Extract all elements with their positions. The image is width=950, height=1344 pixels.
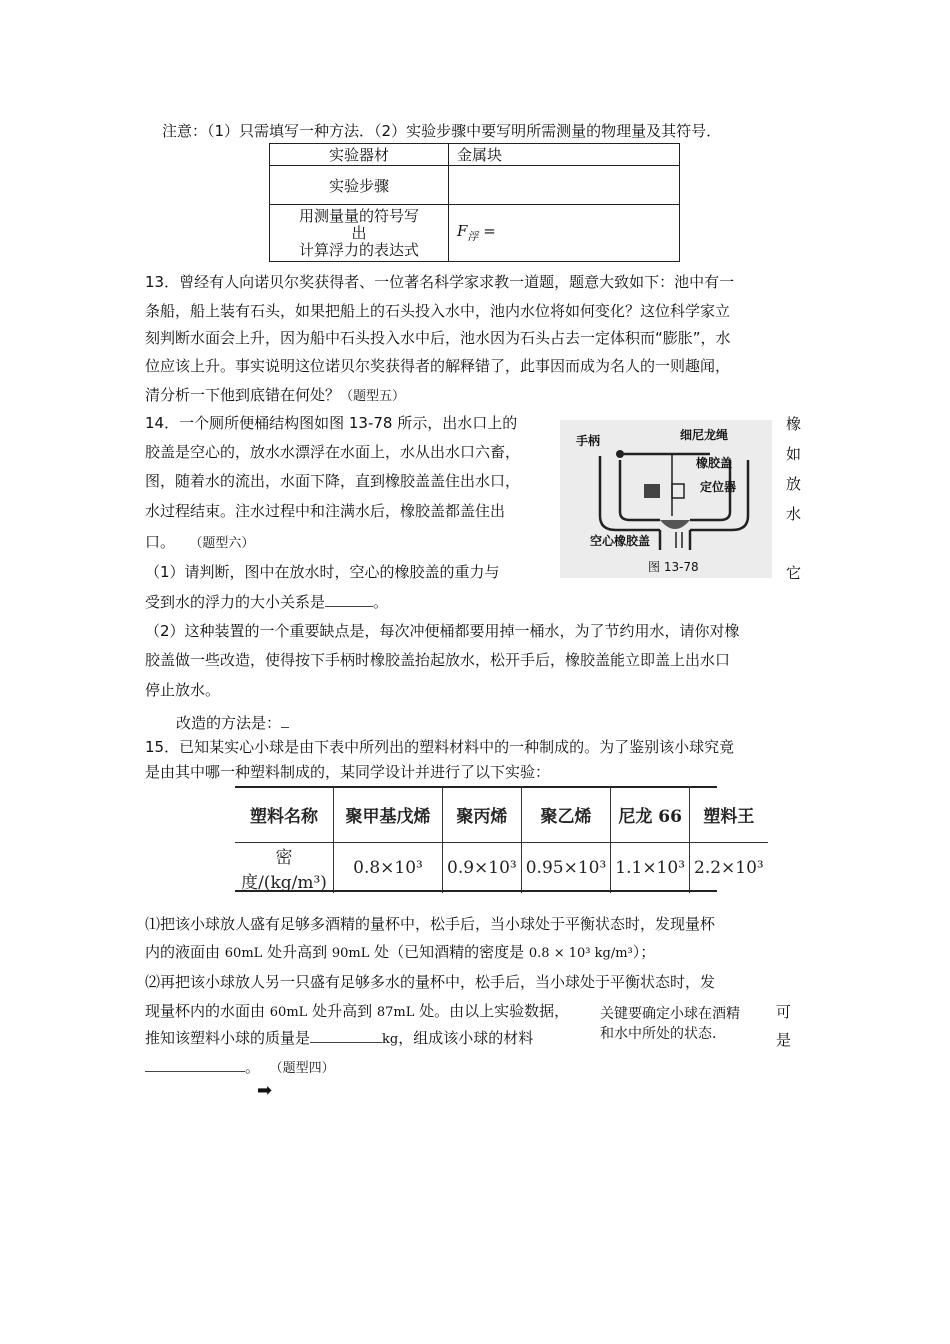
table-cell: 金属块 xyxy=(449,144,680,166)
q14-line: 14．一个厕所便桶结构图如图 13-78 所示，出水口上的 xyxy=(145,414,518,432)
q14-sub1-text: 受到水的浮力的大小关系是 xyxy=(145,593,326,611)
table-cell: 实验步骤 xyxy=(270,166,449,205)
density-header: 聚丙烯 xyxy=(443,786,522,843)
q15-step2: ⑵再把该小球放人另一只盛有足够多水的量杯中，松手后，当小球处于平衡状态时，发 xyxy=(145,973,716,991)
q15-value: 87mL xyxy=(376,1005,415,1020)
q14-line: 胶盖是空心的，放水水漂浮在水面上，水从出水口六畜， xyxy=(145,443,521,461)
q15-end: 。 xyxy=(245,1058,261,1076)
formula-cell xyxy=(449,205,680,262)
q15-text: 现量杯内的水面由 xyxy=(145,1002,270,1020)
density-value: 1.1×10³ xyxy=(611,843,690,894)
experiment-table xyxy=(269,143,680,262)
q15-step2-cont xyxy=(145,996,569,1026)
q15-right-char: 可 xyxy=(776,1003,792,1021)
q15-unit: kg xyxy=(382,1032,399,1047)
q15-value: 60mL xyxy=(224,946,263,961)
q14-text: 口。 xyxy=(145,533,176,551)
density-header: 尼龙 66 xyxy=(611,786,690,843)
density-header: 聚甲基戊烯 xyxy=(334,786,443,843)
q14-sub2: 胶盖做一些改造，使得按下手柄时橡胶盖抬起放水，松开手后，橡胶盖能立即盖上出水口 xyxy=(145,651,731,669)
q13-text: 清分析一下他到底错在何处？ xyxy=(145,386,341,404)
label-cap: 橡胶盖 xyxy=(696,456,733,470)
q14-line xyxy=(145,527,254,557)
q15-text: 处（已知酒精的密度是 xyxy=(369,943,529,961)
q14-tag: （题型六） xyxy=(189,536,255,551)
table-cell: 实验器材 xyxy=(270,144,449,166)
answer-blank-mass[interactable] xyxy=(310,1026,382,1043)
formula-symbol: F xyxy=(457,222,468,240)
hint-line: 关键要确定小球在酒精 xyxy=(600,1006,740,1022)
q15-tag: （题型四） xyxy=(269,1061,335,1076)
label-locator: 定位器 xyxy=(700,480,737,494)
answer-blank[interactable] xyxy=(281,711,289,728)
water-flow xyxy=(676,532,682,548)
hint-box xyxy=(600,1004,740,1044)
arrow-icon: ➡ xyxy=(257,1080,273,1101)
q15-line: 是由其中哪一种塑料制成的，某同学设计并进行了以下实验： xyxy=(145,763,551,781)
cap-block xyxy=(672,484,684,498)
q15-text: 内的液面由 xyxy=(145,943,225,961)
answer-blank-material[interactable] xyxy=(145,1055,245,1072)
handle-knob xyxy=(616,450,624,458)
figure-caption: 图 13-78 xyxy=(648,560,699,574)
locator-block xyxy=(644,484,660,498)
q15-text: ，组成该小球的材料 xyxy=(398,1029,534,1047)
q14-right-char: 放 xyxy=(786,475,802,493)
hollow-cap xyxy=(660,520,690,529)
table-cell-empty xyxy=(449,166,680,205)
q15-text: 处升高到 xyxy=(307,1002,377,1020)
q14-method xyxy=(176,711,289,733)
q14-sub1-end: 。 xyxy=(373,593,389,611)
q14-line: 水过程结束。注水过程中和注满水后，橡胶盖都盖住出 xyxy=(145,502,506,520)
cell-line: 用测量量的符号写 xyxy=(298,206,419,225)
formula-equals: = xyxy=(478,222,496,240)
q15-value: 0.8 × 10³ kg/m³ xyxy=(528,946,633,961)
q13-line: 条船，船上装有石头，如果把船上的石头投入水中，池内水位将如何变化？这位科学家立 xyxy=(145,302,731,320)
label-handle: 手柄 xyxy=(576,434,601,448)
label-hollow-cap: 空心橡胶盖 xyxy=(590,534,651,548)
q15-step2-cont xyxy=(145,1023,533,1053)
q14-sub1: （1）请判断，图中在放水时，空心的橡胶盖的重力与 xyxy=(145,563,500,581)
q13-line: 位应该上升。事实说明这位诺贝尔奖获得者的解释错了，此事因而成为名人的一则趣闻， xyxy=(145,357,731,375)
density-value: 0.95×10³ xyxy=(521,843,611,894)
density-value: 0.8×10³ xyxy=(334,843,443,894)
q13-line: 刻判断水面会上升，因为船中石头投入水中后，池水因为石头占去一定体积而“膨胀”，水 xyxy=(145,329,731,347)
q15-value: 60mL xyxy=(269,1005,308,1020)
note-line: 注意：（1）只需填写一种方法．（2）实验步骤中要写明所需测量的物理量及其符号． xyxy=(162,122,722,140)
q13-tag: （题型五） xyxy=(340,389,406,404)
q14-line: 图，随着水的流出，水面下降，直到橡胶盖盖住出水口， xyxy=(145,472,521,490)
q15-right-char: 是 xyxy=(776,1031,792,1049)
q15-text: 处。由以上实验数据， xyxy=(414,1002,570,1020)
density-value: 0.9×10³ xyxy=(443,843,522,894)
cell-line: 出 xyxy=(351,223,367,242)
table-cell xyxy=(270,205,449,262)
hint-line: 和水中所处的状态． xyxy=(600,1026,726,1042)
q14-right-char: 橡 xyxy=(786,415,802,433)
q13-line xyxy=(145,380,405,410)
density-header: 塑料名称 xyxy=(235,786,334,843)
outlet-pipe xyxy=(660,530,690,550)
q15-value: 90mL xyxy=(331,946,370,961)
density-value: 2.2×10³ xyxy=(690,843,768,894)
q15-line: 15．已知某实心小球是由下表中所列出的塑料材料中的一种制成的。为了鉴别该小球究竟 xyxy=(145,738,735,756)
formula-subscript: 浮 xyxy=(467,230,479,243)
density-header: 聚乙烯 xyxy=(521,786,611,843)
q15-text: 推知该塑料小球的质量是 xyxy=(145,1029,311,1047)
q15-text: ）； xyxy=(632,943,656,961)
label-rope: 细尼龙绳 xyxy=(680,428,729,442)
q15-last-line xyxy=(145,1052,335,1082)
toilet-tank-figure xyxy=(560,420,772,578)
density-header: 塑料王 xyxy=(690,786,768,843)
q15-step1: ⑴把该小球放人盛有足够多酒精的量杯中，松手后，当小球处于平衡状态时，发现量杯 xyxy=(145,915,716,933)
density-row-label: 密度/(kg/m³) xyxy=(241,848,327,893)
q14-sub2: 停止放水。 xyxy=(145,681,221,699)
density-table xyxy=(235,786,768,893)
q14-right-char: 它 xyxy=(786,564,802,582)
q15-text: 处升高到 xyxy=(262,943,332,961)
q14-right-char: 水 xyxy=(786,505,802,523)
q14-sub1-cont xyxy=(145,587,388,617)
q14-right-char: 如 xyxy=(786,445,802,463)
cell-line: 计算浮力的表达式 xyxy=(298,240,419,259)
q15-step1-cont xyxy=(145,937,655,967)
q13-line: 13．曾经有人向诺贝尔奖获得者、一位著名科学家求教一道题，题意大致如下：池中有一 xyxy=(145,273,735,291)
q14-sub2: （2）这种装置的一个重要缺点是，每次冲便桶都要用掉一桶水，为了节约用水，请你对橡 xyxy=(145,622,740,640)
density-table-bottom-rule xyxy=(235,890,717,892)
q14-method-label: 改造的方法是： xyxy=(176,714,282,732)
answer-blank[interactable] xyxy=(325,590,373,607)
